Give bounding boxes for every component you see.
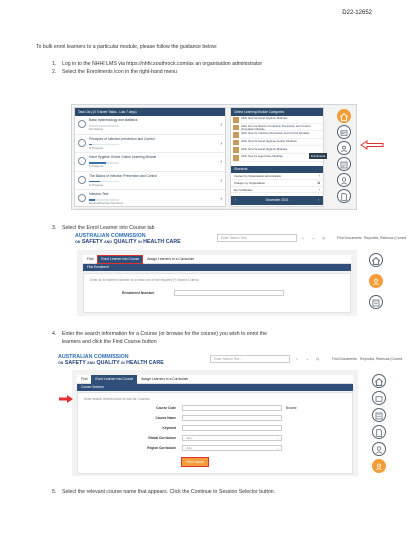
- global-curriculum-select[interactable]: - Any - ⌄: [182, 435, 282, 442]
- region-curriculum-select[interactable]: - Any - ⌄: [182, 445, 282, 452]
- module-category-item[interactable]: [231, 131, 323, 139]
- user-icon[interactable]: [372, 442, 386, 456]
- step-text: Select the Enrolments icon in the right-hand menu: [62, 69, 178, 75]
- find-documents-link[interactable]: Find Documents: [332, 357, 357, 361]
- keyword-label: Keyword: [162, 426, 176, 430]
- search-records-icon[interactable]: [337, 125, 351, 139]
- chevron-right-icon: ›: [220, 159, 222, 165]
- module-thumbnail: [233, 140, 239, 146]
- enrolment-number-label: Enrolment Number: [122, 291, 155, 295]
- tab-enrol-learner[interactable]: Enrol Learner into Course: [91, 375, 137, 384]
- course-code-input[interactable]: [182, 405, 282, 412]
- user-menu[interactable]: Reynolds, Rebecca (Commi: [364, 236, 407, 240]
- keyword-input[interactable]: [182, 425, 282, 432]
- enrolments-icon[interactable]: [337, 141, 351, 155]
- red-arrow-icon: [58, 394, 74, 404]
- step-4-continued: learners and click the Find Course button: [62, 339, 157, 345]
- task-status-icon: [78, 194, 86, 202]
- tab-assign-curriculum[interactable]: Assign Learners to a Curriculum: [147, 257, 195, 261]
- task-status: Expired/Overdue Tomorrow: [89, 201, 123, 205]
- find-enrolment-bar: Find Enrolment: [83, 264, 351, 271]
- user-menu[interactable]: Reynolds, Rebecca (Commi: [360, 357, 403, 361]
- module-thumbnail: [233, 132, 239, 138]
- dashboard-screenshot: [71, 104, 357, 210]
- tab-assign-curriculum[interactable]: Assign Learners to a Curriculum: [141, 377, 189, 381]
- home-icon[interactable]: [369, 253, 383, 267]
- chevron-down-icon[interactable]: ⌄: [306, 357, 309, 361]
- region-curriculum-label: Region Curriculum: [147, 446, 176, 450]
- step-number: 2.: [52, 69, 57, 75]
- step-text: Enter the search information for a Course (or browse for the course) you wish to enrol the: [62, 331, 268, 337]
- find-course-button[interactable]: Find Course: [182, 458, 208, 466]
- tab-bar: [83, 255, 351, 264]
- step-number: 5.: [52, 489, 57, 495]
- module-thumbnail: [233, 125, 239, 131]
- module-link[interactable]: Click here for Aged Care Modules: [241, 154, 283, 159]
- course-selector-area: [72, 370, 358, 476]
- documents-icon[interactable]: [337, 189, 351, 203]
- step-4: [52, 331, 267, 338]
- task-title: Hand Hygiene Online Online Learning Module: [89, 155, 157, 159]
- course-name-input[interactable]: [182, 415, 282, 422]
- task-title: Principles of Infection prevention and Control: [89, 136, 155, 141]
- step-text: Select the Enrol Learner into Course tab: [62, 225, 155, 231]
- step-number: 1.: [52, 61, 57, 67]
- chevron-right-icon: ›: [318, 174, 320, 178]
- step-2: [52, 69, 177, 76]
- global-curriculum-label: Global Curriculum: [148, 436, 176, 440]
- tab-enrol-learner[interactable]: Enrol Learner into Course: [97, 255, 143, 264]
- chevron-down-icon: ⌄: [276, 445, 279, 450]
- reports-icon[interactable]: [372, 408, 386, 422]
- search-hint: Enter an Enrolment Number or at least one of the required (*) Search Criteria: [90, 278, 199, 282]
- search-hint: Enter search criteria below to look for Courses: [84, 397, 150, 401]
- search-records-icon[interactable]: [372, 391, 386, 405]
- module-category-item[interactable]: [231, 139, 323, 147]
- task-row[interactable]: [75, 135, 225, 154]
- enrolment-area: [77, 250, 357, 316]
- search-icon[interactable]: ⌕: [302, 236, 304, 240]
- module-thumbnail: [233, 147, 239, 153]
- chevron-right-icon: ›: [220, 177, 222, 184]
- tab-bar: [77, 375, 353, 384]
- step-3: [52, 225, 155, 232]
- enrolments-icon[interactable]: [369, 274, 383, 288]
- shortcuts-header: Shortcuts: [231, 166, 323, 173]
- chevron-right-icon: ›: [318, 187, 320, 192]
- chevron-down-icon[interactable]: ⌄: [312, 236, 315, 240]
- tab-find[interactable]: Find: [87, 257, 94, 261]
- task-list-header: Task List (10 Trainee Tasks - Last 7 days): [75, 108, 225, 116]
- task-status: In Progress: [89, 164, 104, 168]
- step-number: 4.: [52, 331, 57, 337]
- enrolments-icon[interactable]: [372, 459, 386, 473]
- right-hand-menu: [334, 107, 356, 209]
- step-text: Log in to the NHHI LMS via https://nhhi.southrock.com/as an organisation administrator: [62, 61, 263, 67]
- intro-text: To bulk enrol learners to a particular module, please follow the guidance below:: [36, 44, 218, 50]
- task-status-icon: [78, 139, 86, 147]
- calendar-next-icon[interactable]: ›: [317, 198, 319, 202]
- course-code-label: Course Code: [156, 406, 176, 410]
- enrolment-number-input[interactable]: [174, 290, 284, 297]
- course-selector-screenshot: [58, 354, 403, 478]
- task-title: Basic epidemiology and statistics: [89, 118, 138, 122]
- task-status-icon: [78, 120, 86, 128]
- document-id: D22-12652: [342, 10, 372, 16]
- external-link-icon: ⧉: [317, 180, 320, 185]
- reports-icon[interactable]: [337, 157, 351, 171]
- calendar-prev-icon[interactable]: ‹: [235, 198, 237, 202]
- task-status: In Progress: [89, 145, 104, 150]
- shortcut-item[interactable]: Change my Organisation ⧉: [231, 180, 323, 187]
- step-1: [52, 61, 262, 68]
- chevron-right-icon: ›: [220, 140, 222, 147]
- task-status: In Progress: [89, 182, 104, 187]
- acsqhc-logo: AUSTRALIAN COMMISSION ON SAFETY AND QUALITY IN HEALTH CARE: [58, 354, 164, 366]
- task-row[interactable]: [75, 172, 225, 191]
- clock-icon[interactable]: ◷: [322, 236, 325, 240]
- step-text: Select the relevant course name that appears. Click the Continue to Session Selector button.: [62, 489, 276, 495]
- chevron-right-icon: ›: [220, 122, 222, 128]
- module-link[interactable]: Click here for Hand Hygiene Auditor Modules: [241, 138, 297, 143]
- course-selector-bar: Course Selector: [77, 384, 353, 391]
- documents-icon[interactable]: [372, 425, 386, 439]
- task-title: Infection Test: [89, 192, 109, 196]
- calendar-month: December 2021: [265, 198, 289, 202]
- acsqhc-logo: AUSTRALIAN COMMISSION ON SAFETY AND QUALITY IN HEALTH CARE: [75, 233, 181, 245]
- find-enrolment-form: [83, 273, 351, 313]
- search-input[interactable]: Enter Search Text...: [210, 355, 290, 363]
- shortcut-item[interactable]: Content by Organisation Administrator ›: [231, 173, 323, 180]
- task-row[interactable]: [75, 190, 225, 209]
- tab-find[interactable]: Find: [81, 377, 88, 381]
- task-row[interactable]: [75, 153, 225, 172]
- course-name-label: Course Name: [155, 416, 176, 420]
- module-category-item[interactable]: [231, 116, 323, 124]
- shortcut-item[interactable]: My Certificates ›: [231, 187, 323, 194]
- search-icon[interactable]: ⌕: [296, 357, 298, 361]
- module-link[interactable]: Click here for Hand Hygiene Modules: [241, 146, 288, 151]
- home-icon[interactable]: [372, 374, 386, 388]
- clock-icon[interactable]: ◷: [316, 357, 319, 361]
- home-icon[interactable]: [337, 109, 351, 123]
- module-categories-header: Online Learning Module Categories: [231, 108, 323, 116]
- step-number: 3.: [52, 225, 57, 231]
- module-thumbnail: [233, 117, 239, 123]
- task-status-icon: [78, 157, 86, 165]
- task-status: Not Started: [89, 127, 104, 131]
- task-status-icon: [78, 176, 86, 184]
- step-5: [52, 489, 275, 496]
- right-hand-menu: [370, 372, 390, 476]
- module-link[interactable]: Click here for Hand Hygiene Modules: [241, 116, 288, 121]
- find-documents-link[interactable]: Find Documents: [337, 236, 362, 240]
- module-thumbnail: [233, 155, 239, 161]
- task-row[interactable]: [75, 116, 225, 135]
- enrolments-tooltip: Enrolments: [311, 154, 326, 158]
- search-input[interactable]: Enter Search Text...: [217, 234, 297, 242]
- task-list-panel: [74, 107, 226, 207]
- calendar-bar[interactable]: [231, 196, 323, 205]
- browse-button[interactable]: Browse: [286, 406, 297, 410]
- reports-icon[interactable]: [369, 295, 383, 309]
- red-arrow-icon: [360, 140, 384, 150]
- module-category-item[interactable]: [231, 124, 323, 132]
- module-link[interactable]: Click here for Infection Prevention and Control Modules: [241, 131, 310, 136]
- chevron-down-icon: ⌄: [276, 435, 279, 440]
- enrol-tab-screenshot: [75, 233, 407, 317]
- right-hand-menu: [367, 251, 387, 315]
- user-icon[interactable]: [337, 173, 351, 187]
- chevron-right-icon: ›: [220, 196, 222, 202]
- course-search-form: [77, 392, 353, 474]
- task-title: The Basics of Infection Prevention and Control: [89, 173, 157, 178]
- module-link[interactable]: Click here for Basics of Infection Prevention and Control Orientation Module: [241, 123, 311, 131]
